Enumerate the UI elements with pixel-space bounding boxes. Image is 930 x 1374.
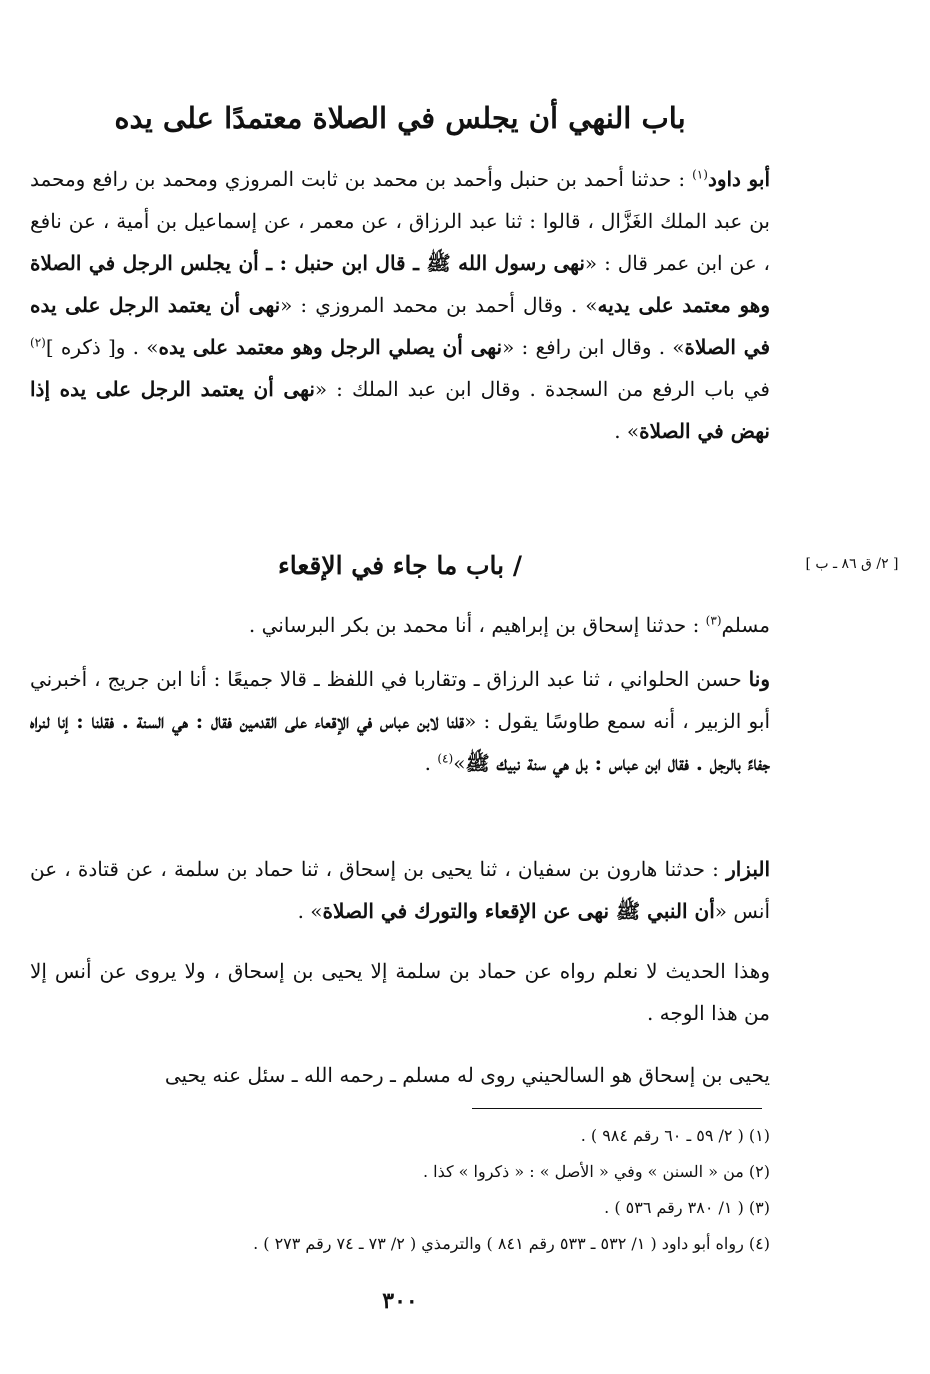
text-span: في باب الرفع من السجدة . وقال ابن عبد الملك : « (314, 377, 770, 401)
footnote-3: (٣) ( ١/ ٣٨٠ رقم ٥٣٦ ) . (604, 1198, 770, 1217)
footnote-2: (٢) من « السنن » وفي « الأصل » : « ذكروا » كذا . (422, 1162, 770, 1181)
paragraph-abu-dawud (30, 158, 770, 452)
text-span: . (424, 751, 431, 775)
text-span: » . و[ ذكره ] (45, 335, 159, 359)
narrator-name: أبو داود (707, 167, 770, 191)
footnote-marker[interactable]: (٢) (30, 335, 46, 350)
footnote-divider (472, 1108, 762, 1109)
text-span: » . وقال أحمد بن محمد المروزي : « (280, 293, 598, 317)
text-span: » . وقال ابن رافع : « (502, 335, 685, 359)
footnote-marker[interactable]: (٤) (437, 751, 454, 766)
footnote-4: (٤) رواه أبو داود ( ١/ ٥٣٢ ـ ٥٣٣ رقم ٨٤١ ) والترمذي ( ٢/ ٧٣ ـ ٧٤ رقم ٢٧٣ ) . (253, 1234, 770, 1253)
text-span: » (453, 751, 466, 775)
lead-word: ونا (748, 667, 770, 691)
footnote-1: (١) ( ٢/ ٥٩ ـ ٦٠ رقم ٩٨٤ ) . (580, 1126, 770, 1145)
page-number: ٣٠٠ (382, 1288, 418, 1314)
hadith-text: نهى أن يعتمد الرجل على يده في الصلاة (30, 293, 771, 359)
text-span: : حدثنا إسحاق بن إبراهيم ، أنا محمد بن بكر البرساني . (248, 613, 700, 637)
chapter-title: باب النهي أن يجلس في الصلاة معتمدًا على يده (114, 101, 686, 135)
text-span: : حدثنا أحمد بن حنبل وأحمد بن محمد بن ثابت المروزي ومحمد بن رافع ومحمد بن عبد الملك الغَزَّال ، قالوا : ثنا عبد الرزاق ، عن معمر ، عن إسماعيل بن أمية ، عن نافع ، عن ابن عمر قال : « (30, 167, 770, 275)
paragraph-yahya: يحيى بن إسحاق هو السالحيني روى له مسلم ـ رحمه الله ـ سئل عنه يحيى (164, 1063, 770, 1087)
footnote-marker[interactable]: (٣) (705, 613, 722, 628)
manuscript-folio-note: [ ٢/ ق ٨٦ ـ ب ] (805, 556, 899, 572)
paragraph-comment: وهذا الحديث لا نعلم رواه عن حماد بن سلمة إلا يحيى بن إسحاق ، ولا يروى عن أنس إلا من هذا الوجه . (30, 959, 770, 1025)
hadith-text: قلنا لابن عباس في الإقعاء على القدمين فقال : هي السنة . فقلنا : إنا لنراه جفاءً بالرجل . فقال ابن عباس : بل هي سنة نبيك ﷺ (30, 709, 770, 775)
hadith-text: نهى رسول الله ﷺ ـ قال ابن حنبل : ـ أن يجلس الرجل في الصلاة وهو معتمد على يديه (30, 251, 770, 317)
footnote-marker[interactable]: (١) (692, 167, 708, 182)
text-span: » . (297, 899, 323, 923)
text-span: حسن الحلواني ، ثنا عبد الرزاق ـ وتقاربا في اللفظ ـ قالا جميعًا : أنا ابن جريج ، أخبرني أبو الزبير ، أنه سمع طاوسًا يقول : « (30, 667, 770, 733)
hadith-text: أن النبي ﷺ نهى عن الإقعاء والتورك في الصلاة (322, 899, 715, 923)
text-span: » . (614, 419, 640, 443)
paragraph-muslim (30, 604, 770, 646)
text-span: : حدثنا هارون بن سفيان ، ثنا يحيى بن إسحاق ، ثنا حماد بن سلمة ، عن قتادة ، عن أنس « (30, 857, 770, 923)
hadith-text: نهى أن يعتمد الرجل على يده إذا نهض في الصلاة (30, 377, 770, 443)
narrator-name: مسلم (721, 613, 770, 637)
narrator-name: البزار (726, 857, 771, 881)
paragraph-wana (30, 658, 770, 784)
hadith-text: نهى أن يصلي الرجل وهو معتمد على يده (158, 335, 503, 359)
book-page (30, 0, 770, 1374)
paragraph-bazzar (30, 848, 770, 932)
section-title: / باب ما جاء في الإقعاء (278, 551, 522, 580)
